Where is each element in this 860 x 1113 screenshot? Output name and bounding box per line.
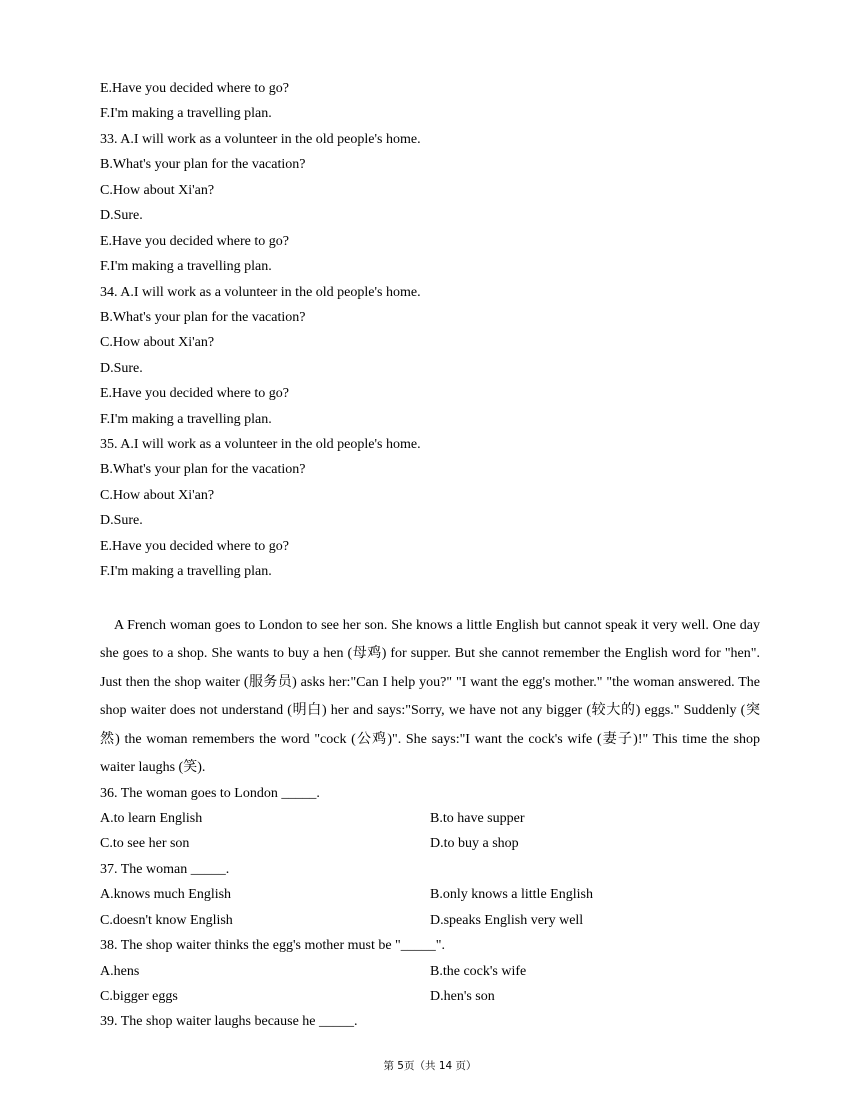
option-line: B.What's your plan for the vacation? bbox=[100, 310, 306, 325]
option-line: D.Sure. bbox=[100, 208, 143, 223]
option-line: C.How about Xi'an? bbox=[100, 183, 215, 198]
question-36-option-b: B.to have supper bbox=[430, 811, 525, 826]
question-37-option-d: D.speaks English very well bbox=[430, 913, 584, 928]
question-38-option-d: D.hen's son bbox=[430, 989, 495, 1004]
option-line: F.I'm making a travelling plan. bbox=[100, 259, 272, 274]
question-33-option-a: 33. A.I will work as a volunteer in the old people's home. bbox=[100, 132, 421, 147]
question-36-stem: 36. The woman goes to London _____. bbox=[100, 786, 320, 801]
page-footer: 第 5页（共 14 页） bbox=[383, 1060, 477, 1072]
question-38-option-a: A.hens bbox=[100, 964, 140, 979]
question-38-stem: 38. The shop waiter thinks the egg's mother must be "_____". bbox=[100, 938, 445, 953]
option-line: F.I'm making a travelling plan. bbox=[100, 564, 272, 579]
option-line: D.Sure. bbox=[100, 513, 143, 528]
question-36-option-a: A.to learn English bbox=[100, 811, 203, 826]
option-line: E.Have you decided where to go? bbox=[100, 539, 289, 554]
question-34-option-a: 34. A.I will work as a volunteer in the old people's home. bbox=[100, 285, 421, 300]
question-36-option-d: D.to buy a shop bbox=[430, 836, 519, 851]
question-39-stem: 39. The shop waiter laughs because he _____. bbox=[100, 1014, 358, 1029]
reading-passage: A French woman goes to London to see her son. She knows a little English but cannot speak it very well. One day she goes to a shop. She wants to buy a hen (母鸡) for supper. But she cannot remember the English word for "hen". Just then the shop waiter (服务员) asks her:"Can I help you?" "I want the egg's mother." "the woman answered. The shop waiter does not understand (明白) her and says:"Sorry, we have not any bigger (较大的) eggs." Suddenly (突然) the woman remembers the word "cock (公鸡)". She says:"I want the cock's wife (妻子)!" This time the shop waiter laughs (笑). bbox=[100, 618, 760, 776]
option-line: F.I'm making a travelling plan. bbox=[100, 106, 272, 121]
option-line: B.What's your plan for the vacation? bbox=[100, 157, 306, 172]
question-37-stem: 37. The woman _____. bbox=[100, 862, 230, 877]
option-line: E.Have you decided where to go? bbox=[100, 386, 289, 401]
option-line: B.What's your plan for the vacation? bbox=[100, 462, 306, 477]
option-line: E.Have you decided where to go? bbox=[100, 81, 289, 96]
question-37-option-a: A.knows much English bbox=[100, 887, 232, 902]
question-38-option-c: C.bigger eggs bbox=[100, 989, 178, 1004]
question-37-option-b: B.only knows a little English bbox=[430, 887, 593, 902]
question-37-option-c: C.doesn't know English bbox=[100, 913, 233, 928]
option-line: F.I'm making a travelling plan. bbox=[100, 412, 272, 427]
question-36-option-c: C.to see her son bbox=[100, 836, 190, 851]
question-38-option-b: B.the cock's wife bbox=[430, 964, 527, 979]
option-line: D.Sure. bbox=[100, 361, 143, 376]
option-line: C.How about Xi'an? bbox=[100, 488, 215, 503]
option-line: C.How about Xi'an? bbox=[100, 335, 215, 350]
option-line: E.Have you decided where to go? bbox=[100, 234, 289, 249]
question-35-option-a: 35. A.I will work as a volunteer in the old people's home. bbox=[100, 437, 421, 452]
